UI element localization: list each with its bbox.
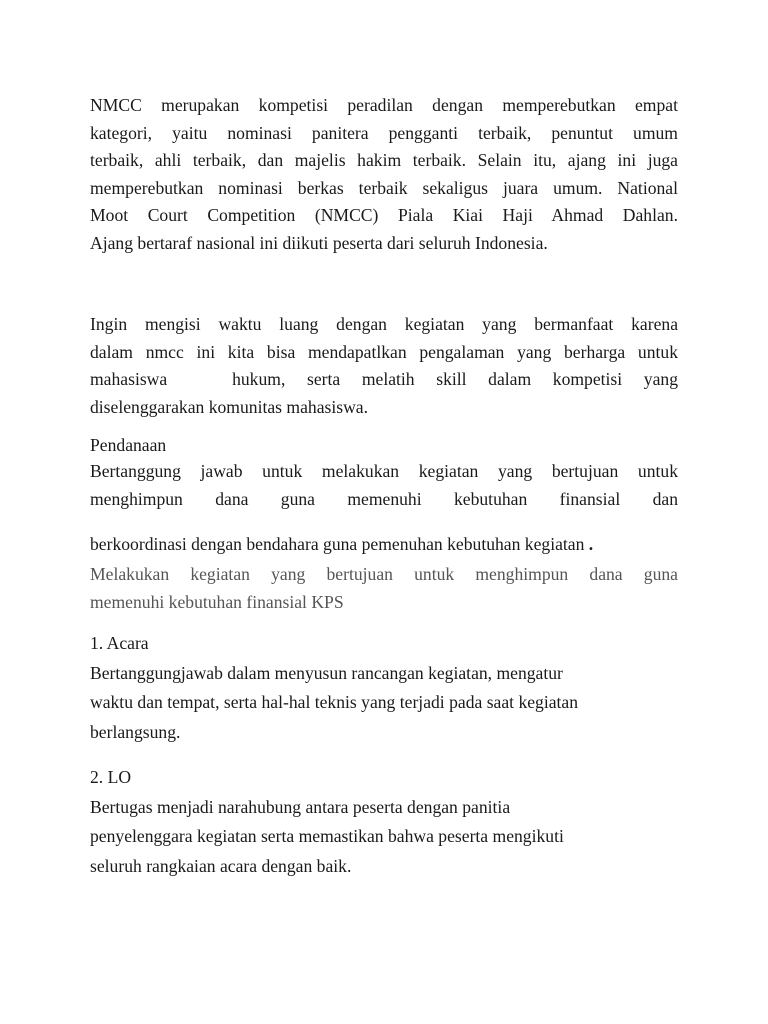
intro-line-2: kategori, yaitu nominasi panitera pengganti terbaik, penuntut umum: [90, 122, 678, 143]
acara-heading: 1. Acara: [90, 633, 149, 653]
pendanaan-alt-paragraph: [90, 561, 678, 616]
lo-line-1: Bertugas menjadi narahubung antara peserta dengan panitia: [90, 796, 511, 817]
motivation-line-3: mahasiswa hukum, serta melatih skill dalam kompetisi yang: [90, 369, 678, 389]
motivation-line-4: diselenggarakan komunitas mahasiswa.: [90, 396, 369, 417]
pendanaan-line-3-end: .: [584, 534, 594, 554]
lo-section: [90, 763, 564, 881]
pendanaan-paragraph: [90, 458, 678, 513]
lo-line-2: penyelenggara kegiatan serta memastikan bahwa peserta mengikuti: [90, 826, 564, 846]
intro-line-3: terbaik, ahli terbaik, dan majelis hakim terbaik. Selain itu, ajang ini juga: [90, 150, 678, 170]
intro-line-5: Moot Court Competition (NMCC) Piala Kiai Haji Ahmad Dahlan.: [90, 205, 678, 225]
acara-section: [90, 629, 578, 747]
intro-line-4: memperebutkan nominasi berkas terbaik sekaligus juara umum. National: [90, 177, 678, 198]
lo-line-3: seluruh rangkaian acara dengan baik.: [90, 855, 352, 876]
acara-line-1: Bertanggungjawab dalam menyusun rancangan kegiatan, mengatur: [90, 662, 563, 683]
intro-line-6: Ajang bertaraf nasional ini diikuti peserta dari seluruh Indonesia.: [90, 232, 548, 253]
intro-line-1: NMCC merupakan kompetisi peradilan dengan memperebutkan empat: [90, 95, 678, 115]
pendanaan-alt-line-2: memenuhi kebutuhan finansial KPS: [90, 591, 344, 612]
pendanaan-alt-line-1: Melakukan kegiatan yang bertujuan untuk menghimpun dana guna: [90, 564, 678, 584]
pendanaan-heading: Pendanaan: [90, 435, 167, 455]
pendanaan-line-3: berkoordinasi dengan bendahara guna pemenuhan kebutuhan kegiatan: [90, 534, 585, 554]
motivation-line-2: dalam nmcc ini kita bisa mendapatlkan pengalaman yang berharga untuk: [90, 341, 678, 362]
motivation-line-1: Ingin mengisi waktu luang dengan kegiatan yang bermanfaat karena: [90, 314, 678, 334]
acara-line-2: waktu dan tempat, serta hal-hal teknis yang terjadi pada saat kegiatan: [90, 692, 579, 712]
pendanaan-line-3-wrap: [90, 531, 593, 559]
pendanaan-line-1: Bertanggung jawab untuk melakukan kegiatan yang bertujuan untuk: [90, 461, 678, 481]
acara-line-3: berlangsung.: [90, 721, 181, 742]
pendanaan-line-2: menghimpun dana guna memenuhi kebutuhan finansial dan: [90, 488, 678, 509]
lo-heading: 2. LO: [90, 767, 132, 787]
intro-paragraph: [90, 92, 678, 257]
motivation-paragraph: [90, 311, 678, 421]
